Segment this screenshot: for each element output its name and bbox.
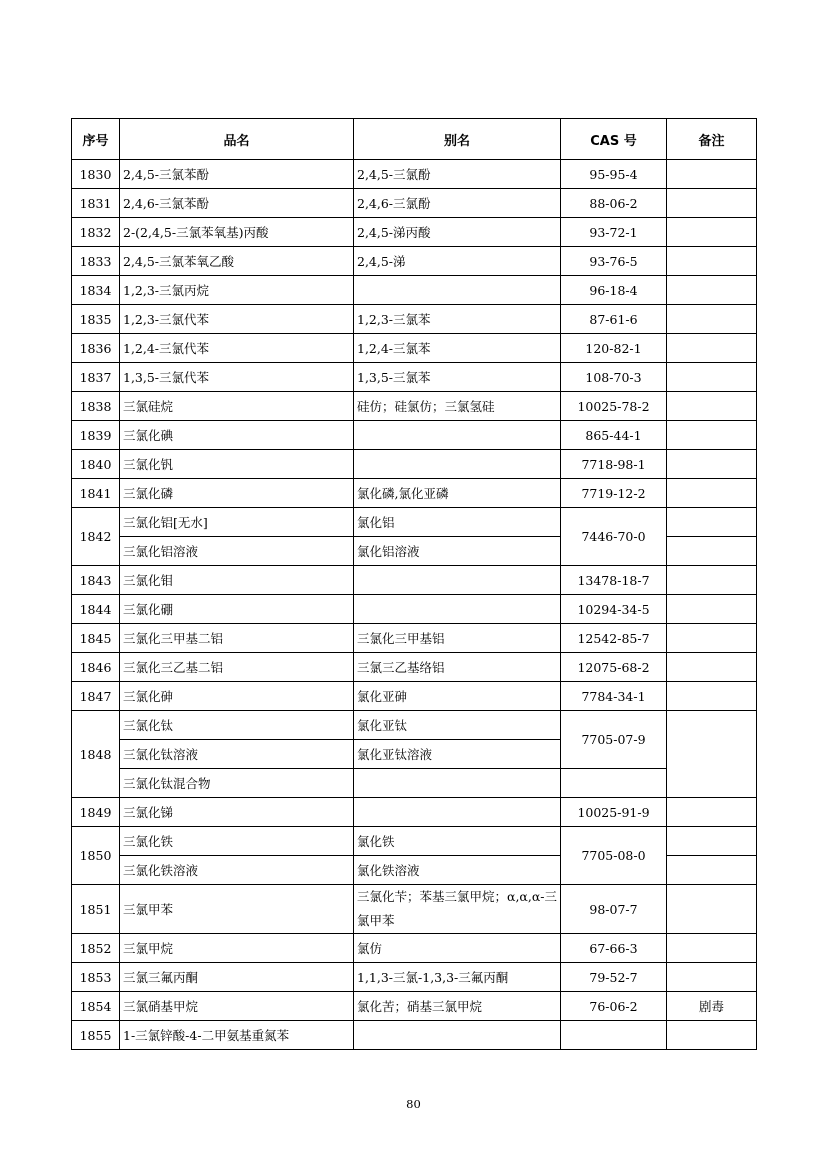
cas-number-cell: 93-72-1	[561, 218, 667, 247]
serial-no-cell: 1850	[72, 827, 120, 885]
remarks-cell	[667, 856, 757, 885]
remarks-cell	[667, 392, 757, 421]
remarks-cell	[667, 363, 757, 392]
alias-cell	[354, 450, 561, 479]
header-row	[72, 119, 757, 160]
product-name-cell: 三氯化钼	[120, 566, 354, 595]
product-name-cell: 三氯化砷	[120, 682, 354, 711]
remarks-cell	[667, 189, 757, 218]
table-row	[72, 363, 757, 392]
product-name-cell: 1,3,5-三氯代苯	[120, 363, 354, 392]
product-name-cell: 1,2,4-三氯代苯	[120, 334, 354, 363]
header-remarks: 备注	[667, 119, 757, 160]
alias-cell: 2,4,6-三氯酚	[354, 189, 561, 218]
serial-no-cell: 1849	[72, 798, 120, 827]
alias-cell: 氯化铝	[354, 508, 561, 537]
cas-number-cell: 10025-78-2	[561, 392, 667, 421]
table-row	[72, 769, 757, 798]
product-name-cell: 三氯化硼	[120, 595, 354, 624]
alias-cell	[354, 566, 561, 595]
table-row	[72, 653, 757, 682]
cas-number-cell: 76-06-2	[561, 992, 667, 1021]
serial-no-cell: 1846	[72, 653, 120, 682]
product-name-cell: 2,4,6-三氯苯酚	[120, 189, 354, 218]
serial-no-cell: 1847	[72, 682, 120, 711]
cas-number-cell: 7446-70-0	[561, 508, 667, 566]
table-row	[72, 247, 757, 276]
alias-cell: 氯仿	[354, 934, 561, 963]
header-serial-no: 序号	[72, 119, 120, 160]
alias-cell	[354, 276, 561, 305]
remarks-cell	[667, 595, 757, 624]
product-name-cell: 三氯化钛混合物	[120, 769, 354, 798]
remarks-cell	[667, 537, 757, 566]
cas-number-cell: 7705-08-0	[561, 827, 667, 885]
product-name-cell: 三氯甲苯	[120, 885, 354, 934]
serial-no-cell: 1834	[72, 276, 120, 305]
table-row	[72, 934, 757, 963]
table-row	[72, 305, 757, 334]
alias-cell: 2,4,5-涕丙酸	[354, 218, 561, 247]
table-row	[72, 595, 757, 624]
serial-no-cell: 1848	[72, 711, 120, 798]
remarks-cell	[667, 798, 757, 827]
serial-no-cell: 1837	[72, 363, 120, 392]
table-row	[72, 798, 757, 827]
serial-no-cell: 1840	[72, 450, 120, 479]
remarks-cell	[667, 885, 757, 934]
serial-no-cell: 1842	[72, 508, 120, 566]
serial-no-cell: 1853	[72, 963, 120, 992]
remarks-cell	[667, 276, 757, 305]
remarks-cell: 剧毒	[667, 992, 757, 1021]
remarks-cell	[667, 827, 757, 856]
table-row	[72, 885, 757, 934]
remarks-cell	[667, 682, 757, 711]
product-name-cell: 三氯化三甲基二铝	[120, 624, 354, 653]
alias-cell: 1,2,3-三氯苯	[354, 305, 561, 334]
alias-cell: 三氯三乙基络铝	[354, 653, 561, 682]
page-number: 80	[406, 1097, 421, 1111]
cas-number-cell: 865-44-1	[561, 421, 667, 450]
remarks-cell	[667, 624, 757, 653]
alias-cell: 氯化铁	[354, 827, 561, 856]
cas-number-cell: 10294-34-5	[561, 595, 667, 624]
table-body	[72, 160, 757, 1050]
serial-no-cell: 1843	[72, 566, 120, 595]
serial-no-cell: 1854	[72, 992, 120, 1021]
cas-number-cell: 7718-98-1	[561, 450, 667, 479]
product-name-cell: 三氯化铝[无水]	[120, 508, 354, 537]
table-row	[72, 421, 757, 450]
product-name-cell: 三氯化铁	[120, 827, 354, 856]
alias-cell: 氯化亚钛溶液	[354, 740, 561, 769]
chemical-table	[71, 118, 757, 1050]
product-name-cell: 三氯化锑	[120, 798, 354, 827]
table-row	[72, 624, 757, 653]
cas-number-cell: 108-70-3	[561, 363, 667, 392]
cas-number-cell: 13478-18-7	[561, 566, 667, 595]
cas-number-cell: 120-82-1	[561, 334, 667, 363]
remarks-cell	[667, 653, 757, 682]
alias-cell: 氯化磷,氯化亚磷	[354, 479, 561, 508]
header-product-name: 品名	[120, 119, 354, 160]
product-name-cell: 三氯硅烷	[120, 392, 354, 421]
product-name-cell: 三氯化钒	[120, 450, 354, 479]
alias-cell: 三氯化苄；苯基三氯甲烷；α,α,α-三氯甲苯	[354, 885, 561, 934]
product-name-cell: 1,2,3-三氯代苯	[120, 305, 354, 334]
alias-cell: 2,4,5-三氯酚	[354, 160, 561, 189]
remarks-cell	[667, 218, 757, 247]
alias-cell: 三氯化三甲基铝	[354, 624, 561, 653]
remarks-cell	[667, 334, 757, 363]
cas-number-cell	[561, 1021, 667, 1050]
remarks-cell	[667, 479, 757, 508]
serial-no-cell: 1841	[72, 479, 120, 508]
alias-cell: 氯化铁溶液	[354, 856, 561, 885]
serial-no-cell: 1855	[72, 1021, 120, 1050]
serial-no-cell: 1836	[72, 334, 120, 363]
product-name-cell: 1,2,3-三氯丙烷	[120, 276, 354, 305]
alias-cell	[354, 595, 561, 624]
table-row	[72, 682, 757, 711]
serial-no-cell: 1838	[72, 392, 120, 421]
remarks-cell	[667, 1021, 757, 1050]
product-name-cell: 三氯化三乙基二铝	[120, 653, 354, 682]
product-name-cell: 2,4,5-三氯苯氧乙酸	[120, 247, 354, 276]
serial-no-cell: 1833	[72, 247, 120, 276]
cas-number-cell: 95-95-4	[561, 160, 667, 189]
alias-cell	[354, 421, 561, 450]
table-row	[72, 1021, 757, 1050]
serial-no-cell: 1832	[72, 218, 120, 247]
alias-cell: 氯化苦；硝基三氯甲烷	[354, 992, 561, 1021]
table-row	[72, 392, 757, 421]
alias-cell: 1,2,4-三氯苯	[354, 334, 561, 363]
product-name-cell: 三氯甲烷	[120, 934, 354, 963]
remarks-cell	[667, 450, 757, 479]
header-alias: 别名	[354, 119, 561, 160]
table-row	[72, 450, 757, 479]
table-row	[72, 160, 757, 189]
table-header	[72, 119, 757, 160]
alias-cell	[354, 769, 561, 798]
cas-number-cell: 96-18-4	[561, 276, 667, 305]
table-row	[72, 711, 757, 740]
cas-number-cell: 7784-34-1	[561, 682, 667, 711]
alias-cell: 氯化亚钛	[354, 711, 561, 740]
cas-number-cell: 93-76-5	[561, 247, 667, 276]
product-name-cell: 三氯化铝溶液	[120, 537, 354, 566]
table-row	[72, 334, 757, 363]
alias-cell	[354, 798, 561, 827]
remarks-cell	[667, 711, 757, 798]
remarks-cell	[667, 934, 757, 963]
alias-cell: 氯化亚砷	[354, 682, 561, 711]
product-name-cell: 三氯三氟丙酮	[120, 963, 354, 992]
product-name-cell: 三氯化钛溶液	[120, 740, 354, 769]
remarks-cell	[667, 305, 757, 334]
product-name-cell: 三氯硝基甲烷	[120, 992, 354, 1021]
product-name-cell: 三氯化铁溶液	[120, 856, 354, 885]
serial-no-cell: 1851	[72, 885, 120, 934]
alias-cell	[354, 1021, 561, 1050]
serial-no-cell: 1830	[72, 160, 120, 189]
alias-cell: 氯化铝溶液	[354, 537, 561, 566]
table-row	[72, 218, 757, 247]
table-row	[72, 508, 757, 537]
cas-number-cell: 12542-85-7	[561, 624, 667, 653]
header-cas-no: CAS 号	[561, 119, 667, 160]
serial-no-cell: 1844	[72, 595, 120, 624]
cas-number-cell: 7719-12-2	[561, 479, 667, 508]
remarks-cell	[667, 247, 757, 276]
cas-number-cell: 87-61-6	[561, 305, 667, 334]
table-row	[72, 276, 757, 305]
table-row	[72, 479, 757, 508]
alias-cell: 1,3,5-三氯苯	[354, 363, 561, 392]
cas-number-cell: 79-52-7	[561, 963, 667, 992]
product-name-cell: 三氯化碘	[120, 421, 354, 450]
product-name-cell: 三氯化磷	[120, 479, 354, 508]
table-row	[72, 827, 757, 856]
remarks-cell	[667, 963, 757, 992]
serial-no-cell: 1852	[72, 934, 120, 963]
cas-number-cell: 12075-68-2	[561, 653, 667, 682]
alias-cell: 2,4,5-涕	[354, 247, 561, 276]
product-name-cell: 三氯化钛	[120, 711, 354, 740]
serial-no-cell: 1845	[72, 624, 120, 653]
alias-cell: 硅仿；硅氯仿；三氯氢硅	[354, 392, 561, 421]
cas-number-cell: 67-66-3	[561, 934, 667, 963]
cas-number-cell	[561, 769, 667, 798]
cas-number-cell: 10025-91-9	[561, 798, 667, 827]
product-name-cell: 1-三氯锌酸-4-二甲氨基重氮苯	[120, 1021, 354, 1050]
table-row	[72, 566, 757, 595]
table-row	[72, 992, 757, 1021]
serial-no-cell: 1831	[72, 189, 120, 218]
cas-number-cell: 7705-07-9	[561, 711, 667, 769]
serial-no-cell: 1835	[72, 305, 120, 334]
remarks-cell	[667, 508, 757, 537]
table-row	[72, 963, 757, 992]
table-row	[72, 189, 757, 218]
cas-number-cell: 98-07-7	[561, 885, 667, 934]
cas-number-cell: 88-06-2	[561, 189, 667, 218]
product-name-cell: 2-(2,4,5-三氯苯氧基)丙酸	[120, 218, 354, 247]
remarks-cell	[667, 566, 757, 595]
alias-cell: 1,1,3-三氯-1,3,3-三氟丙酮	[354, 963, 561, 992]
remarks-cell	[667, 421, 757, 450]
product-name-cell: 2,4,5-三氯苯酚	[120, 160, 354, 189]
serial-no-cell: 1839	[72, 421, 120, 450]
remarks-cell	[667, 160, 757, 189]
